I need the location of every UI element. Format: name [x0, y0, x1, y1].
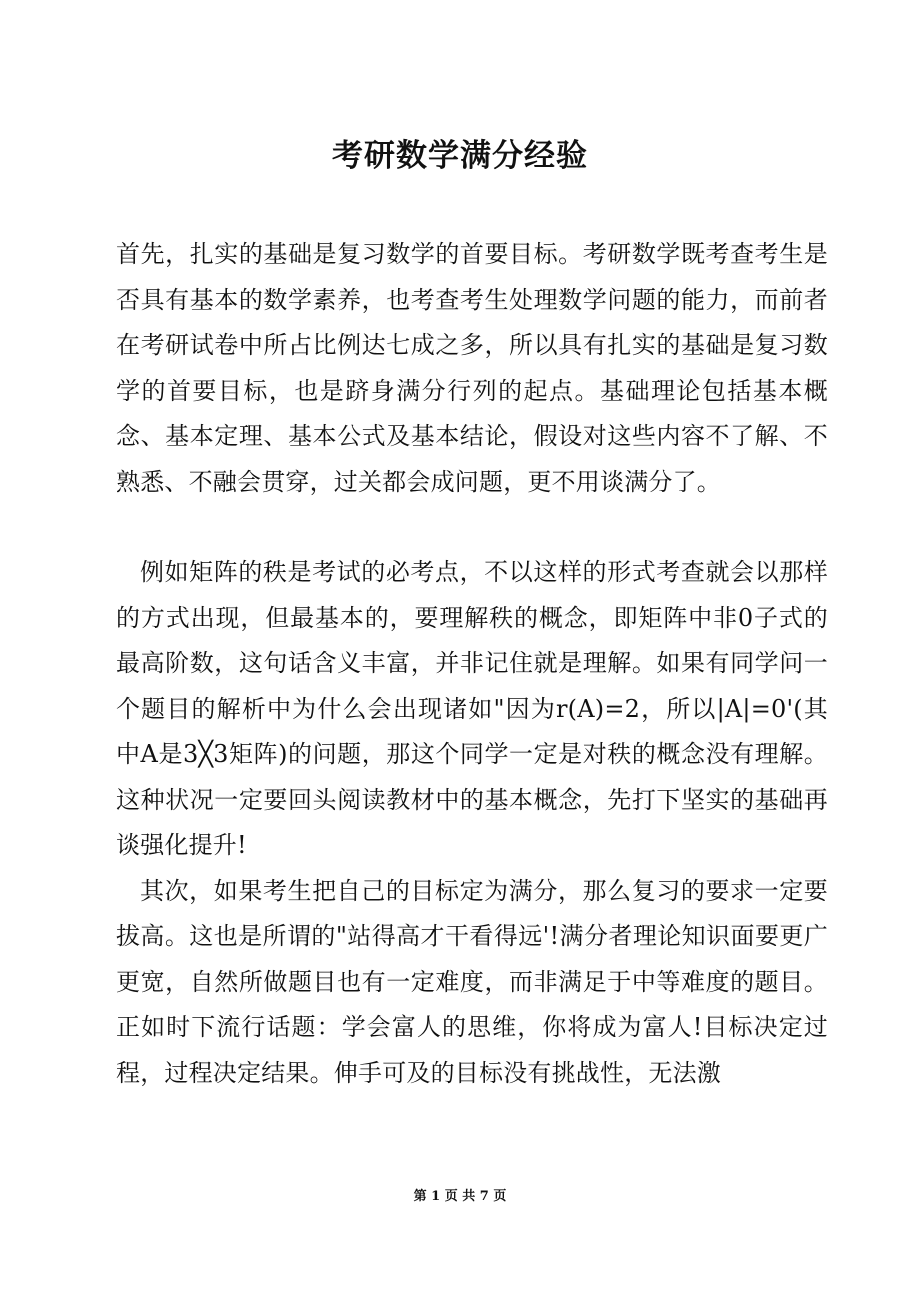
- paragraph-3: 其次，如果考生把自己的目标定为满分，那么复习的要求一定要拔高。这也是所谓的"站得高才干看得远'!满分者理论知识面要更广更宽，自然所做题目也有一定难度，而非满足于中等难度的题目。正如时下流行话题：学会富人的思维，你将成为富人!目标决定过程，过程决定结果。伸手可及的目标没有挑战性，无法激: [116, 876, 828, 1087]
- page-footer: 第 1 页 共 7 页: [413, 1189, 507, 1204]
- document-title: 考研数学满分经验: [332, 138, 588, 174]
- document-body: [116, 232, 828, 1096]
- paragraph-2: 例如矩阵的秩是考试的必考点，不以这样的形式考查就会以那样的方式出现，但最基本的，要理解秩的概念，即矩阵中非0子式的最高阶数，这句话含义丰富，并非记住就是理解。如果有同学问一个题目的解析中为什么会出现诸如"因为r(A)=2，所以|A|=0'(其中A是3╳3矩阵)的问题，那这个同学一定是对秩的概念没有理解。这种状况一定要回头阅读教材中的基本概念，先打下坚实的基础再谈强化提升!: [116, 558, 828, 859]
- paragraph-1: 首先，扎实的基础是复习数学的首要目标。考研数学既考查考生是否具有基本的数学素养，也考查考生处理数学问题的能力，而前者在考研试卷中所占比例达七成之多，所以具有扎实的基础是复习数学的首要目标，也是跻身满分行列的起点。基础理论包括基本概念、基本定理、基本公式及基本结论，假设对这些内容不了解、不熟悉、不融会贯穿，过关都会成问题，更不用谈满分了。: [116, 240, 828, 496]
